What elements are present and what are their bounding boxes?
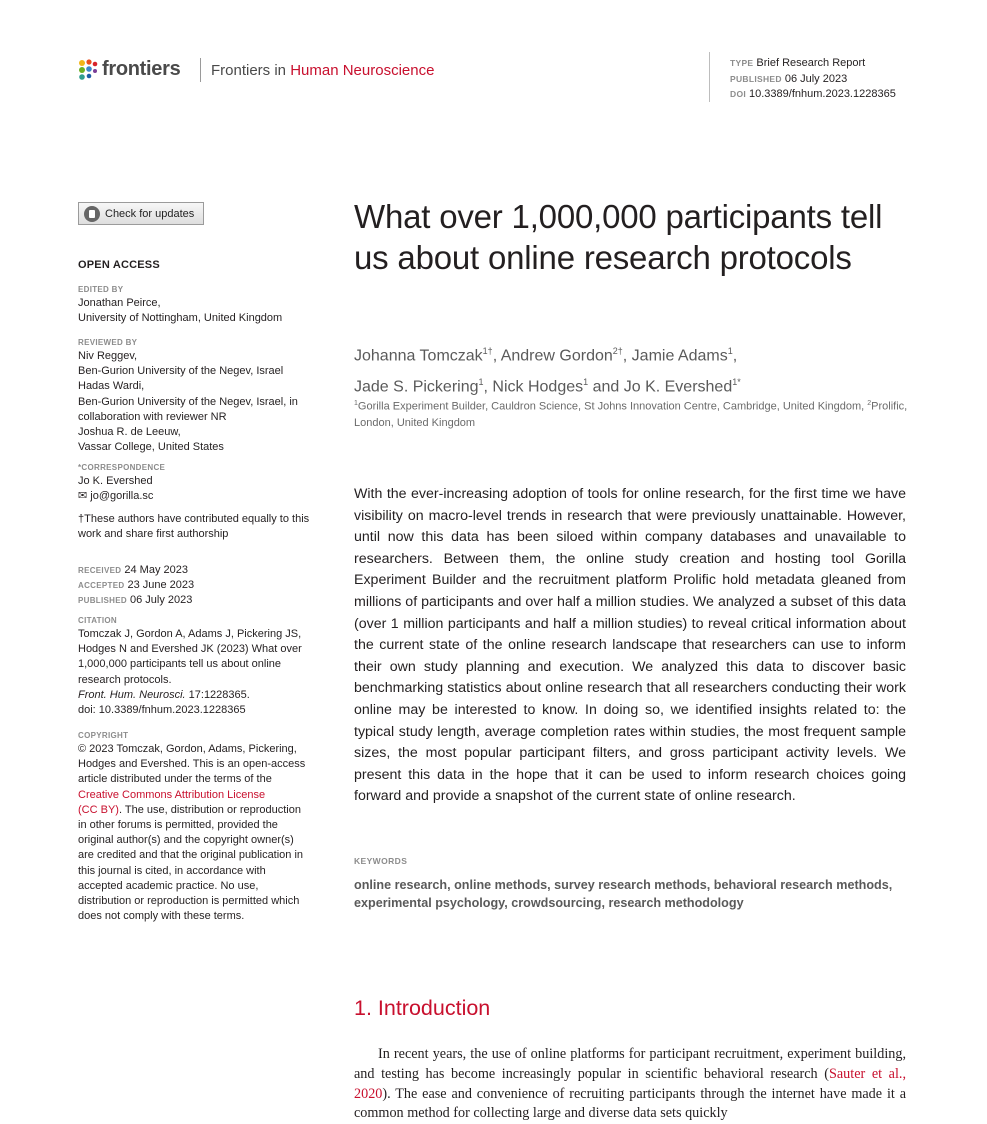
citation-line: 1,000,000 participants tell us about online — [78, 658, 282, 671]
citation-line: research protocols. — [78, 673, 172, 686]
check-for-updates-button[interactable] — [78, 202, 204, 225]
citation-block — [78, 615, 336, 718]
author-separator: , — [732, 347, 738, 365]
published-label: PUBLISHED — [730, 73, 782, 84]
affil-text: Prolific, London, United Kingdom — [354, 400, 908, 429]
correspondence-label: *CORRESPONDENCE — [78, 463, 166, 472]
reviewed-by-block — [78, 337, 336, 455]
license-link[interactable]: Creative Commons Attribution License — [78, 788, 266, 801]
affiliations — [354, 396, 914, 431]
citation-label: CITATION — [78, 616, 117, 625]
header-divider — [200, 58, 201, 82]
accepted-label: ACCEPTED — [78, 581, 125, 591]
author-list — [354, 338, 914, 401]
affil-number: 2 — [867, 400, 872, 407]
accepted-value: 23 June 2023 — [127, 579, 195, 592]
author-name[interactable]: Jade S. Pickering — [354, 378, 479, 396]
editor-line: Jonathan Peirce, — [78, 297, 161, 309]
logo-wordmark: frontiers — [102, 58, 181, 80]
affil-number: 1 — [354, 400, 358, 407]
note-line: †These authors have contributed equally to this — [78, 513, 310, 525]
doi-label: DOI — [730, 89, 747, 99]
license-link-cc-by[interactable]: (CC BY) — [78, 803, 119, 816]
citation-doi[interactable]: doi: 10.3389/fnhum.2023.1228365 — [78, 704, 246, 717]
published-value: 06 July 2023 — [784, 72, 848, 85]
copyright-line: © 2023 Tomczak, Gordon, Adams, Pickering, — [78, 743, 297, 755]
author-affil: 2† — [612, 346, 623, 356]
reviewed-by-label: REVIEWED BY — [78, 338, 138, 347]
intro-text: In recent years, the use of online platforms for participant recruitment, experiment building, and testing has become increasingly popular in scientific behavioral research ( — [354, 1046, 906, 1082]
reviewer-line: Vassar College, United States — [78, 441, 224, 454]
author-line-1 — [354, 338, 914, 369]
intro-citation-link[interactable]: Sauter et al., 2020 — [354, 1065, 906, 1102]
citation-volume: 17:1228365. — [185, 688, 250, 701]
frontiers-logo[interactable] — [78, 58, 180, 81]
correspondence-block — [78, 462, 336, 504]
copyright-line: accepted academic practice. No use, — [78, 879, 259, 892]
mail-icon: ✉ — [78, 490, 88, 503]
keywords-label: KEYWORDS — [354, 856, 408, 866]
reviewer-line: collaboration with reviewer NR — [78, 410, 227, 423]
intro-text: ). The ease and convenience of recruiting participants through the internet have made it a common method for collecting large and diverse data sets quickly — [354, 1085, 906, 1122]
keywords: online research, online methods, survey research methods, behavioral research methods, experimental psychology, crowdsourcing, research methodology — [354, 878, 893, 910]
affil-text: Gorilla Experiment Builder, Cauldron Science, St Johns Innovation Centre, Cambridge, United Kingdom, — [357, 400, 868, 413]
author-affil: 1 — [727, 346, 733, 356]
author-name[interactable]: , Andrew Gordon — [492, 347, 613, 365]
type-value: Brief Research Report — [756, 57, 866, 69]
correspondence-email[interactable]: jo@gorilla.sc — [90, 490, 154, 503]
correspondence-name: Jo K. Evershed — [78, 475, 153, 487]
editor-line: University of Nottingham, United Kingdom — [78, 312, 283, 325]
copyright-block — [78, 730, 336, 924]
author-name[interactable]: Johanna Tomczak — [354, 347, 483, 365]
bookmark-icon — [84, 206, 100, 222]
section-heading-introduction: 1. Introduction — [354, 996, 491, 1020]
received-label: RECEIVED — [78, 566, 122, 575]
copyright-line: original author(s) and the copyright owner(s) — [78, 834, 294, 847]
reviewer-line: Hadas Wardi, — [78, 380, 145, 393]
article-title: What over 1,000,000 participants tell us about online research protocols — [354, 198, 883, 276]
doi-value[interactable]: 10.3389/fnhum.2023.1228365 — [749, 88, 896, 100]
published-label: PUBLISHED — [78, 596, 127, 606]
reviewer-line: Ben-Gurion University of the Negev, Israel — [78, 365, 284, 378]
copyright-line: distribution or reproduction is permitted which — [78, 895, 300, 908]
reviewer-line: Ben-Gurion University of the Negev, Israel, in — [78, 395, 298, 408]
copyright-line: Hodges and Evershed. This is an open-access — [78, 758, 306, 771]
copyright-line: this journal is cited, in accordance with — [78, 864, 266, 877]
author-name[interactable]: , Jamie Adams — [622, 347, 728, 365]
citation-line: Hodges N and Evershed JK (2023) What over — [78, 643, 302, 656]
copyright-line: does not comply with these terms. — [78, 910, 245, 923]
published-value: 06 July 2023 — [130, 594, 193, 607]
open-access-label: OPEN ACCESS — [78, 259, 160, 271]
copyright-label: COPYRIGHT — [78, 731, 129, 740]
frontiers-logo-icon — [78, 59, 98, 81]
note-line: work and share first authorship — [78, 528, 229, 541]
copyright-line: . The use, distribution or reproduction — [118, 803, 301, 816]
article-meta — [730, 56, 896, 103]
journal-prefix: Frontiers in — [211, 62, 291, 79]
reviewer-line: Joshua R. de Leeuw, — [78, 426, 181, 439]
reviewer-line: Niv Reggev, — [78, 350, 138, 362]
author-affil: 1* — [732, 377, 741, 388]
author-affil: 1† — [482, 346, 493, 356]
check-updates-label: Check for updates — [105, 207, 195, 220]
citation-line: Tomczak J, Gordon A, Adams J, Pickering JS, — [78, 628, 302, 640]
dates-block — [78, 563, 336, 609]
author-affil: 1 — [478, 377, 484, 388]
author-name[interactable]: , Nick Hodges — [483, 378, 584, 396]
edited-by-label: EDITED BY — [78, 285, 124, 294]
author-name[interactable]: and Jo K. Evershed — [588, 378, 733, 396]
introduction-paragraph — [354, 1045, 906, 1124]
correspondence-email-row[interactable] — [78, 489, 336, 504]
meta-divider — [709, 52, 710, 102]
author-affil: 1 — [583, 377, 589, 388]
edited-by-block — [78, 284, 336, 326]
type-label: TYPE — [730, 58, 754, 68]
citation-journal: Front. Hum. Neurosci. — [78, 688, 186, 701]
equal-contribution-note — [78, 512, 336, 542]
abstract: With the ever-increasing adoption of tools for online research, for the first time we have visibility on macro-level trends in research that were previously unattainable. However, until now this data has been siloed within company databases and unavailable to researchers. Between them, the online study creation and hosting tool Gorilla Experiment Builder and the recruitment platform Prolific hold metadata gleaned from millions of participants and over half a million studies. We analyzed a subset of this data (over 1 million participants and half a million studies) to reveal critical information about the current state of the online research landscape that researchers can use to inform their own study planning and execution. We analyzed this data to discover basic benchmarking statistics about online research that all researchers conducting their work online may be interested to know. In doing so, we identified insights related to: the typical study length, average completion rates within studies, the most frequent sample sizes, the most popular participant filters, and gross participant activity levels. We present this data in the hope that it can be used to inform research choices going forward and provide a snapshot of the current state of online research. — [354, 486, 906, 805]
copyright-line: article distributed under the terms of the — [78, 773, 272, 786]
copyright-line: in other forums is permitted, provided the — [78, 819, 278, 832]
copyright-line: are credited and that the original publication in — [78, 849, 304, 862]
journal-title: Human Neuroscience — [290, 62, 435, 79]
journal-name[interactable] — [211, 62, 434, 79]
received-value: 24 May 2023 — [124, 564, 188, 576]
